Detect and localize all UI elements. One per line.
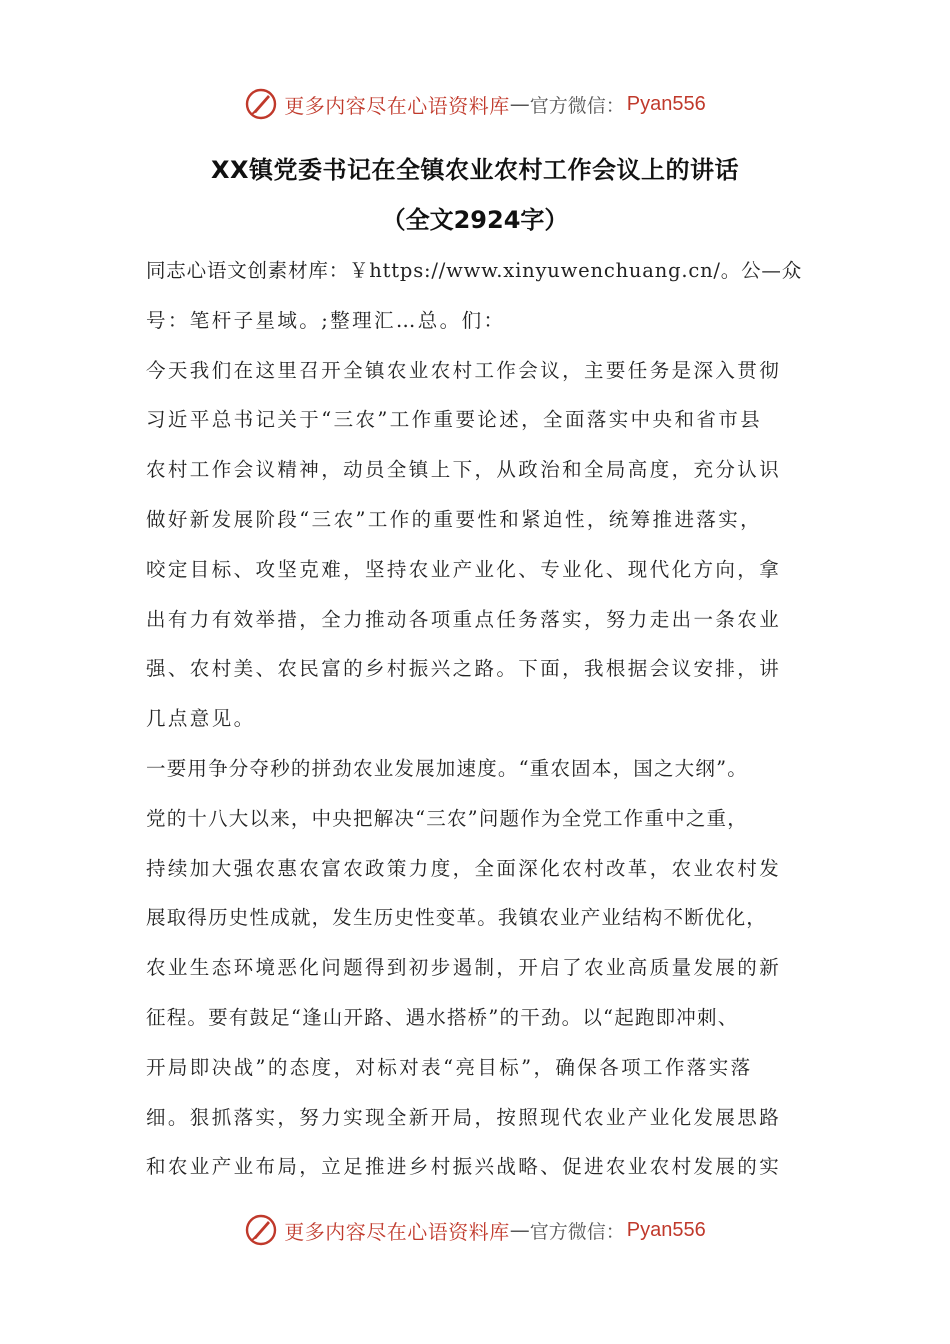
banner-site-name: 更多内容尽在心语资料库: [284, 1219, 510, 1244]
body-line: 一要用争分夺秒的拼劲农业发展加速度。“重农固本，国之大纲”。: [146, 756, 748, 780]
banner-wechat-id: Pyan556: [626, 92, 706, 115]
body-line: 党的十八大以来，中央把解决“三农”问题作为全党工作重中之重，: [146, 806, 748, 830]
quill-circle-icon: [244, 1213, 278, 1247]
body-line: 咬定目标、攻坚克难，坚持农业产业化、专业化、现代化方向，拿: [146, 557, 782, 581]
body-line: 强、农村美、农民富的乡村振兴之路。下面，我根据会议安排，讲: [146, 657, 782, 681]
body-line: 今天我们在这里召开全镇农业农村工作会议，主要任务是深入贯彻: [146, 358, 782, 382]
body-line: 农业生态环境恶化问题得到初步遏制，开启了农业高质量发展的新: [146, 956, 782, 980]
body-line: 持续加大强农惠农富农政策力度，全面深化农村改革，农业农村发: [146, 856, 782, 880]
document-subtitle: （全文2924字）: [381, 206, 569, 234]
body-line: 农村工作会议精神，动员全镇上下，从政治和全局高度，充分认识: [146, 458, 782, 482]
body-line: 同志心语文创素材库：￥https://www.xinyuwenchuang.cn/。公—众: [146, 259, 803, 282]
document-title: XX镇党委书记在全镇农业农村工作会议上的讲话: [210, 156, 739, 184]
body-line: 细。狠抓落实，努力实现全新开局，按照现代农业产业化发展思路: [146, 1105, 782, 1129]
header-watermark-banner: [0, 84, 950, 124]
quill-circle-icon: [244, 87, 278, 121]
banner-dash: —: [509, 92, 530, 116]
banner-wechat-id: Pyan556: [626, 1218, 706, 1241]
body-line: 征程。要有鼓足“逢山开路、遇水搭桥”的干劲。以“起跑即冲刺、: [146, 1005, 739, 1029]
body-line: 展取得历史性成就，发生历史性变革。我镇农业产业结构不断优化，: [146, 906, 768, 930]
body-line: 做好新发展阶段“三农”工作的重要性和紧迫性，统筹推进落实，: [146, 507, 763, 531]
body-line: 几点意见。: [146, 707, 256, 731]
document-body: [146, 246, 810, 1192]
body-line: 习近平总书记关于“三农”工作重要论述，全面落实中央和省市县: [146, 408, 763, 432]
body-line: 开局即决战”的态度，对标对表“亮目标”，确保各项工作落实落: [146, 1055, 753, 1079]
banner-wechat-label: 官方微信：: [529, 94, 625, 117]
banner-dash: —: [509, 1218, 530, 1242]
banner-site-name: 更多内容尽在心语资料库: [284, 93, 510, 118]
footer-watermark-banner: [0, 1210, 950, 1250]
body-line: 号：笔杆子星域。;整理汇…总。们：: [146, 308, 506, 332]
banner-wechat-label: 官方微信：: [529, 1220, 625, 1243]
body-line: 和农业产业布局，立足推进乡村振兴战略、促进农业农村发展的实: [146, 1155, 782, 1179]
body-line: 出有力有效举措，全力推动各项重点任务落实，努力走出一条农业: [146, 607, 782, 631]
